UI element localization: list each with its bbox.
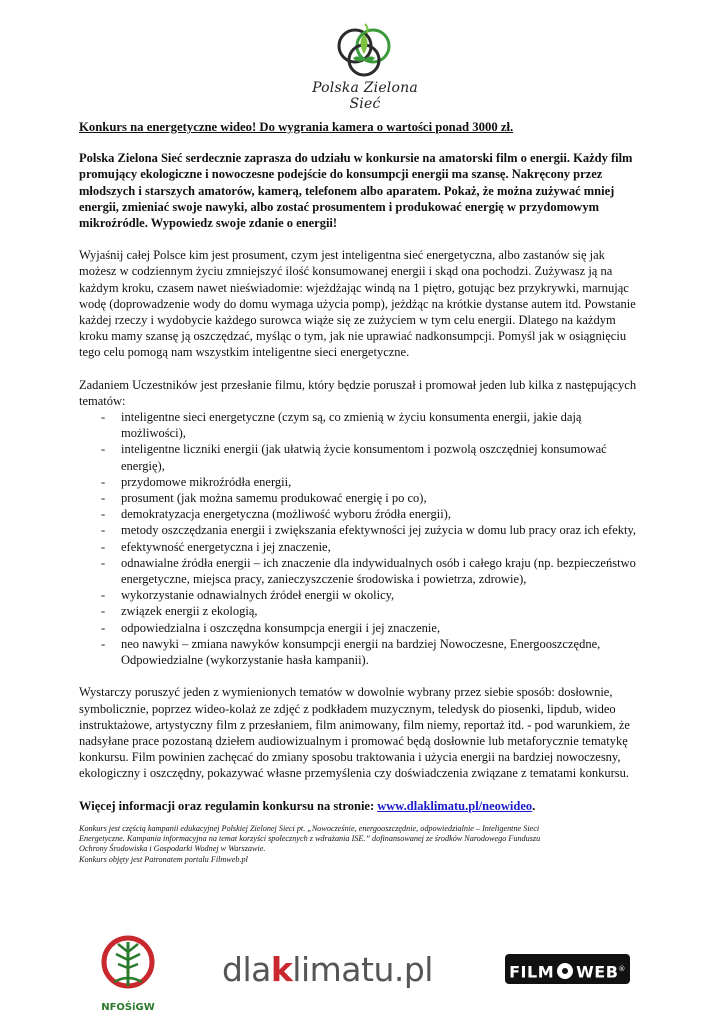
topics-list <box>79 409 645 668</box>
list-item: - inteligentne sieci energetyczne (czym są, co zmienią w życiu konsumenta energii, jakie dają możliwości), <box>101 410 582 441</box>
list-item: - odnawialne źródła energii – ich znaczenie dla indywidualnych osób i całego kraju (np. bezpieczeństwo energetyczne, miejsca pracy, zanieczyszczenie środowiska i powietrza, zdrowie), <box>101 555 636 587</box>
list-item: - odpowiedzialna i oszczędna konsumpcja energii i jej znaczenie, <box>101 620 441 635</box>
list-item: - przydomowe mikroźródła energii, <box>101 474 292 489</box>
list-item: - efektywność energetyczna i jej znaczenie, <box>101 539 331 554</box>
document-body <box>79 119 645 865</box>
polska-zielona-siec-logo <box>300 20 430 110</box>
nfosigw-text: NFOŚiGW <box>101 1002 155 1013</box>
filmweb-logo: FILM WEB® <box>505 954 630 984</box>
footnote-line: Energetyczne. Kampania informacyjna na temat korzyści społecznych z wdrażania ISE.” dofinansowanej ze środków Narodowego Funduszu <box>79 834 541 844</box>
footnote-line: Ochrony Środowiska i Gospodarki Wodnej w Warszawie. <box>79 844 266 854</box>
nfosigw-emblem-icon <box>100 930 156 1000</box>
list-item: - prosument (jak można samemu produkować energię i po co), <box>101 491 427 506</box>
dlaklimatu-logo: dlaklimatu.pl <box>222 950 433 989</box>
nfosigw-logo <box>100 930 156 1020</box>
list-item: - inteligentne liczniki energii (jak ułatwią życie konsumentom i pozwolą oszczędniej konsumować energię), <box>101 442 607 473</box>
logo-text: Polska Zielona Sieć <box>312 80 418 112</box>
film-reel-icon <box>557 963 573 979</box>
intro-paragraph: Polska Zielona Sieć serdecznie zaprasza do udziału w konkursie na amatorski film o energii. Każdy film promujący ekologiczne i nowoczesne podejście do konsumpcji energii ma szansę. Nakręcony przez młodszych i starszych amatorów, kamerą, telefonem albo aparatem. Pokaż, że można zużywać mniej energii, zmieniać swoje nawyki, albo zostać prosumentem i produkować energię w przydomowym mikroźródle. Wypowiedz swoje zdanie o energii! <box>79 151 633 231</box>
more-info: Więcej informacji oraz regulamin konkursu na stronie: www.dlaklimatu.pl/neowideo. <box>79 798 536 813</box>
document-title: Konkurs na energetyczne wideo! Do wygrania kamera o wartości ponad 3000 zł. <box>79 120 514 134</box>
list-item: - związek energii z ekologią, <box>101 604 258 619</box>
list-item: - demokratyzacja energetyczna (możliwość wyboru źródła energii), <box>101 507 451 522</box>
logo-circles-icon <box>325 20 405 82</box>
topics-intro: Zadaniem Uczestników jest przesłanie filmu, który będzie poruszał i promował jeden lub kilka z następujących tematów: <box>79 377 637 408</box>
footnote <box>79 824 645 865</box>
footnote-line: Konkurs jest częścią kampanii edukacyjnej Polskiej Zielonej Sieci pt. „Nowocześnie, energooszczędnie, odpowiedzialnie – Inteligentne Sieci <box>79 823 540 833</box>
body-paragraph-2: Wystarczy poruszyć jeden z wymienionych tematów w dowolnie wybrany przez siebie sposób: dosłownie, symbolicznie, poprzez wideo-kolaż ze zdjęć z podkładem muzycznym, teledysk do piosenki, lipdub, wideo instruktażowe, artystyczny film z przesłaniem, film animowany, film niemy, reportaż itd. - pod warunkiem, że nadsyłane prace pozostaną dziełem audiowizualnym i promować będą dosłownie lub metaforycznie tematykę konkursu. Film powinien zachęcać do zmiany sposobu traktowania i użycia energii na bardziej nowoczesny, ekologiczny i oszczędny, pokazywać własne przemyślenia czy doświadczenia związane z tematami konkursu. <box>79 685 630 781</box>
footnote-line: Konkurs objęty jest Patronatem portalu Filmweb.pl <box>79 854 248 864</box>
list-item: - neo nawyki – zmiana nawyków konsumpcji energii na bardziej Nowoczesne, Energooszczędne, Odpowiedzialne (wykorzystanie hasła kampanii). <box>101 636 601 668</box>
list-item: - wykorzystanie odnawialnych źródeł energii w okolicy, <box>101 588 395 603</box>
sponsor-logos <box>0 920 724 1020</box>
list-item: - metody oszczędzania energii i zwiększania efektywności jej zużycia w domu lub pracy oraz ich efekty, <box>101 523 637 538</box>
contest-link[interactable]: www.dlaklimatu.pl/neowideo <box>377 798 533 813</box>
body-paragraph-1: Wyjaśnij całej Polsce kim jest prosument, czym jest inteligentna sieć energetyczna, albo zastanów się jak możesz w codziennym życiu zmniejszyć ilość konsumowanej energii i skąd ona pochodzi. Zużywasz ją na każdym kroku, czasem nawet nieświadomie: wjeżdżając windą na 1 piętro, gotując bez przykrywki, marnując wodę (doprowadzenie wody do domu wymaga użycia pomp), jeżdżąc na krótkie dystanse autem itd. Powstanie każdej rzeczy i wydobycie każdego surowca wiąże się ze zużyciem w tym celu energii. Dlatego na każdym kroku mamy szansę ją oszczędzać, myśląc o tym, jak nie uprawiać nadkonsumpcji. Pomyśl jak w osiągnięciu tego celu pomogą nam wszystkim inteligentne sieci energetyczne. <box>79 248 636 360</box>
more-info-label: Więcej informacji oraz regulamin konkursu na stronie: <box>79 798 378 813</box>
